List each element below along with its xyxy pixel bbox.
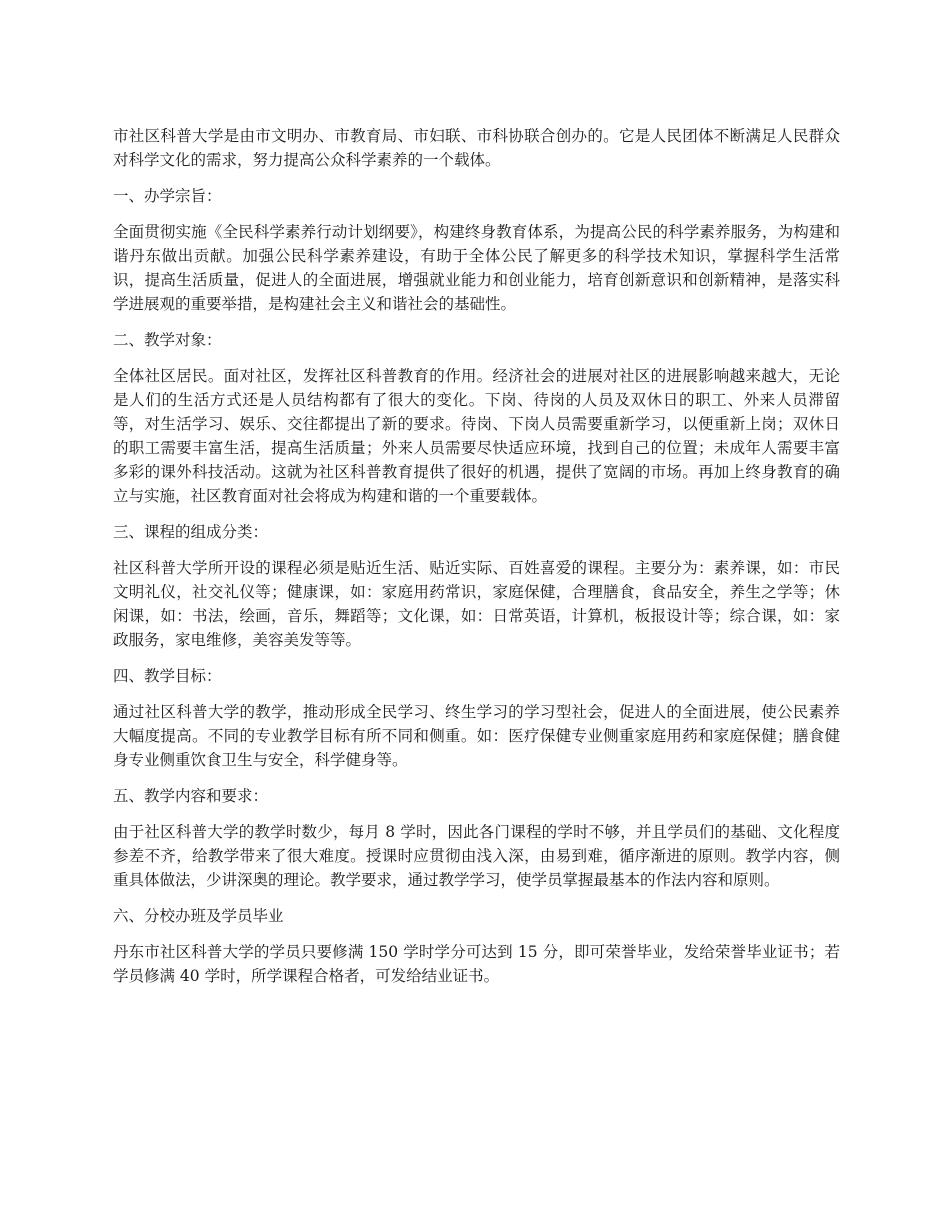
- section-body-courses: 社区科普大学所开设的课程必须是贴近生活、贴近实际、百姓喜爱的课程。主要分为：素养课，如：市民文明礼仪，社交礼仪等；健康课，如：家庭用药常识，家庭保健，合理膳食，食品安全，养生之学等；休闲课，如：书法，绘画，音乐，舞蹈等；文化课，如：日常英语，计算机，板报设计等；综合课，如：家政服务，家电维修，美容美发等等。: [113, 559, 840, 649]
- document-page: [113, 124, 840, 1000]
- intro-paragraph: 市社区科普大学是由市文明办、市教育局、市妇联、市科协联合创办的。它是人民团体不断满足人民群众对科学文化的需求，努力提高公众科学素养的一个载体。: [113, 127, 840, 169]
- section-heading-content: 五、教学内容和要求：: [113, 787, 269, 805]
- section-heading-goals: 四、教学目标：: [113, 667, 222, 685]
- section-body-audience: 全体社区居民。面对社区，发挥社区科普教育的作用。经济社会的进展对社区的进展影响越来越大，无论是人们的生活方式还是人员结构都有了很大的变化。下岗、待岗的人员及双休日的职工、外来人员滞留等，对生活学习、娱乐、交往都提出了新的要求。待岗、下岗人员需要重新学习，以便重新上岗；双休日的职工需要丰富生活，提高生活质量；外来人员需要尽快适应环境，找到自己的位置；未成年人需要丰富多彩的课外科技活动。这就为社区科普教育提供了很好的机遇，提供了宽阔的市场。再加上终身教育的确立与实施，社区教育面对社会将成为构建和谐的一个重要载体。: [113, 367, 840, 505]
- section-body-graduation: 丹东市社区科普大学的学员只要修满 150 学时学分可达到 15 分，即可荣誉毕业，发给荣誉毕业证书；若学员修满 40 学时，所学课程合格者，可发给结业证书。: [113, 943, 840, 985]
- section-body-content: 由于社区科普大学的教学时数少，每月 8 学时，因此各门课程的学时不够，并且学员们的基础、文化程度参差不齐，给教学带来了很大难度。授课时应贯彻由浅入深，由易到难，循序渐进的原则。教学内容，侧重具体做法，少讲深奥的理论。教学要求，通过教学学习，使学员掌握最基本的作法内容和原则。: [113, 823, 840, 889]
- section-body-goals: 通过社区科普大学的教学，推动形成全民学习、终生学习的学习型社会，促进人的全面进展，使公民素养大幅度提高。不同的专业教学目标有所不同和侧重。如：医疗保健专业侧重家庭用药和家庭保健；膳食健身专业侧重饮食卫生与安全，科学健身等。: [113, 703, 840, 769]
- section-heading-purpose: 一、办学宗旨：: [113, 187, 222, 205]
- section-body-purpose: 全面贯彻实施《全民科学素养行动计划纲要》，构建终身教育体系，为提高公民的科学素养服务，为构建和谐丹东做出贡献。加强公民科学素养建设，有助于全体公民了解更多的科学技术知识，掌握科学生活常识，提高生活质量，促进人的全面进展，增强就业能力和创业能力，培育创新意识和创新精神，是落实科学进展观的重要举措，是构建社会主义和谐社会的基础性。: [113, 223, 840, 313]
- section-heading-graduation: 六、分校办班及学员毕业: [113, 907, 284, 925]
- section-heading-audience: 二、教学对象：: [113, 331, 222, 349]
- section-heading-courses: 三、课程的组成分类：: [113, 523, 269, 541]
